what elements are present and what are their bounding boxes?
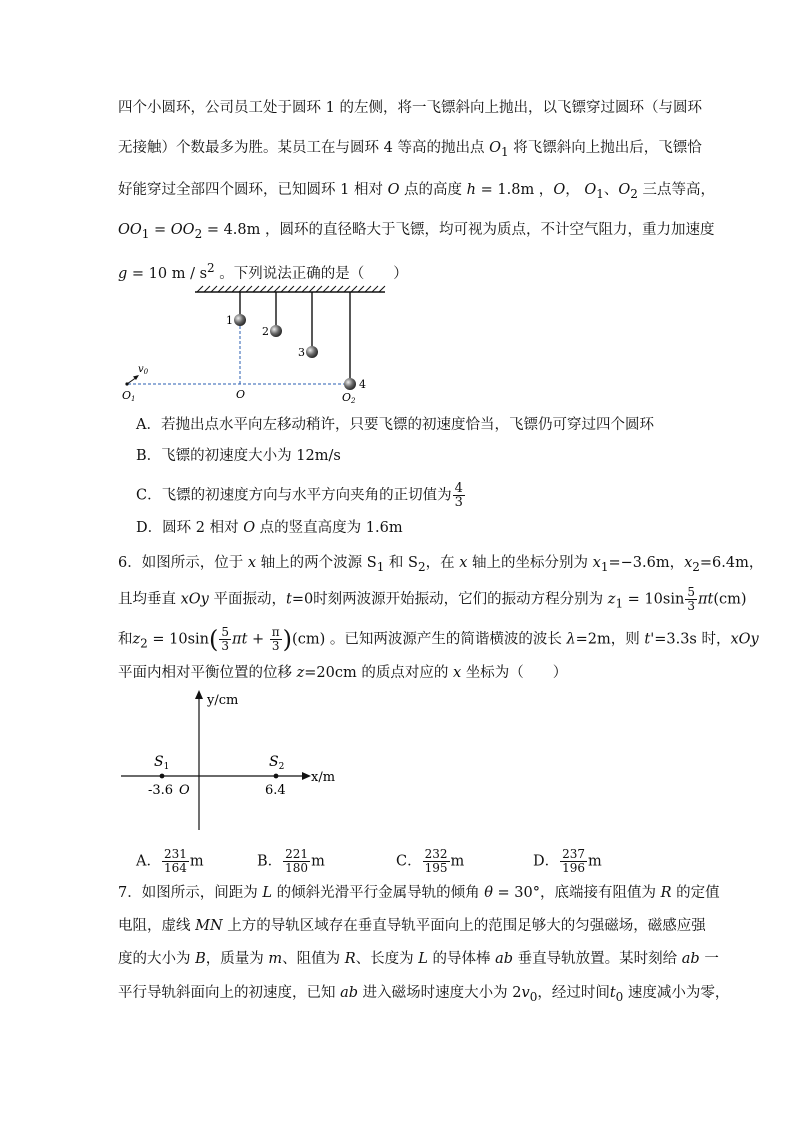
ring-3 (306, 346, 318, 358)
ring-4-label: 4 (359, 378, 366, 391)
ring-2 (270, 325, 282, 337)
q7-line-3: 度的大小为 B，质量为 m、阻值为 R、长度为 L 的导体棒 ab 垂直导轨放置。某时刻给 ab 一 (118, 951, 719, 967)
s2-point (274, 774, 279, 779)
q5-line-1: 四个小圆环，公司员工处于圆环 1 的左侧，将一飞镖斜向上抛出，以飞镖穿过圆环（与圆环 (118, 100, 702, 116)
x-axis-label: x/m (311, 770, 336, 785)
q5-line-4: $OO_1 = OO_2 = 4.8m$ ，圆环的直径略大于飞镖，均可视为质点，不计空气阻力，重力加速度 (118, 222, 715, 241)
q6-option-b[interactable]: B． $\frac{221}{180}$ m (257, 847, 325, 875)
q7-line-2: 电阻，虚线 MN 上方的导轨区域存在垂直导轨平面向上的范围足够大的匀强磁场，磁感应强 (118, 918, 706, 934)
q6-option-a[interactable]: A． $\frac{231}{164}$ m (136, 847, 204, 875)
q5-option-b[interactable]: B．飞镖的初速度大小为 12m/s (136, 448, 341, 464)
q6-option-d[interactable]: D． $\frac{237}{196}$ m (533, 847, 602, 875)
ring-4 (344, 378, 356, 390)
s1-label: $S_1$ (154, 754, 170, 772)
q5-figure (110, 282, 390, 404)
origin-label: O (179, 783, 190, 798)
y-axis-arrow (195, 690, 203, 699)
q5-option-c[interactable]: C．飞镖的初速度方向与水平方向夹角的正切值为 $\frac{4}{3}$ (136, 481, 463, 510)
q7-line-1: 7．如图所示，间距为 L 的倾斜光滑平行金属导轨的倾角 θ = 30°，底端接有阻值为 R 的定值 (118, 885, 720, 901)
q7-line-4: 平行导轨斜面向上的初速度，已知 ab 进入磁场时速度大小为 $2v_0$，经过时间$t_0$ 速度减小为零， (118, 985, 730, 1004)
x2-tick-label: 6.4 (265, 783, 286, 798)
o2-label: O2 (342, 391, 356, 404)
o-label: O (236, 388, 246, 401)
s2-label: $S_2$ (269, 754, 285, 772)
ring-1-label: 1 (226, 314, 233, 327)
q6-line-2: 且均垂直 xOy 平面振动，t=0时刻两波源开始振动，它们的振动方程分别为 $z_1 = 10\sin$ $\frac{5}{3}$ πt(cm) (118, 585, 747, 613)
v0-label: $v_0$ (138, 364, 149, 376)
ring-2-label: 2 (262, 325, 269, 338)
q6-line-1: 6．如图所示，位于 x 轴上的两个波源 $S_1$ 和 $S_2$，在 x 轴上的坐标分别为 $x_1=-3.6m$，$x_2=6.4m$， (118, 555, 764, 574)
o1-label: O1 (122, 389, 136, 403)
ring-1 (234, 314, 246, 326)
s1-point (160, 774, 165, 779)
q5-line-2: 无接触）个数最多为胜。某员工在与圆环 4 等高的抛出点 $O_1$ 将飞镖斜向上抛出后，飞镖恰 (118, 140, 702, 159)
q6-line-3: 和$z_2 = 10\sin$( $\frac{5}{3}$ πt + $\frac{\pi}{3}$ )(cm) 。已知两波源产生的简谐横波的波长 λ=2m，则 t'=3.3s 时，xOy (118, 625, 759, 654)
q5-line-3: 好能穿过全部四个圆环，已知圆环 1 相对 O 点的高度 h = 1.8m ，O， $O_1$、$O_2$ 三点等高， (118, 182, 715, 201)
x-axis-arrow (302, 772, 311, 780)
q6-option-c[interactable]: C． $\frac{232}{195}$ m (396, 847, 465, 875)
ring-3-label: 3 (298, 346, 305, 359)
q5-option-a[interactable]: A．若抛出点水平向左移动稍许，只要飞镖的初速度恰当，飞镖仍可穿过四个圆环 (136, 417, 654, 433)
x1-tick-label: -3.6 (148, 783, 174, 798)
q5-option-d[interactable]: D．圆环 2 相对 O 点的竖直高度为 1.6m (136, 520, 403, 536)
q6-figure (115, 688, 345, 834)
q5-line-5: g = 10 m / $s^2$ 。下列说法正确的是（ ） (118, 261, 408, 282)
ceiling-hatch (197, 286, 385, 292)
y-axis-label: y/cm (207, 693, 239, 708)
q6-line-4: 平面内相对平衡位置的位移 z=20cm 的质点对应的 x 坐标为（ ） (118, 665, 568, 681)
